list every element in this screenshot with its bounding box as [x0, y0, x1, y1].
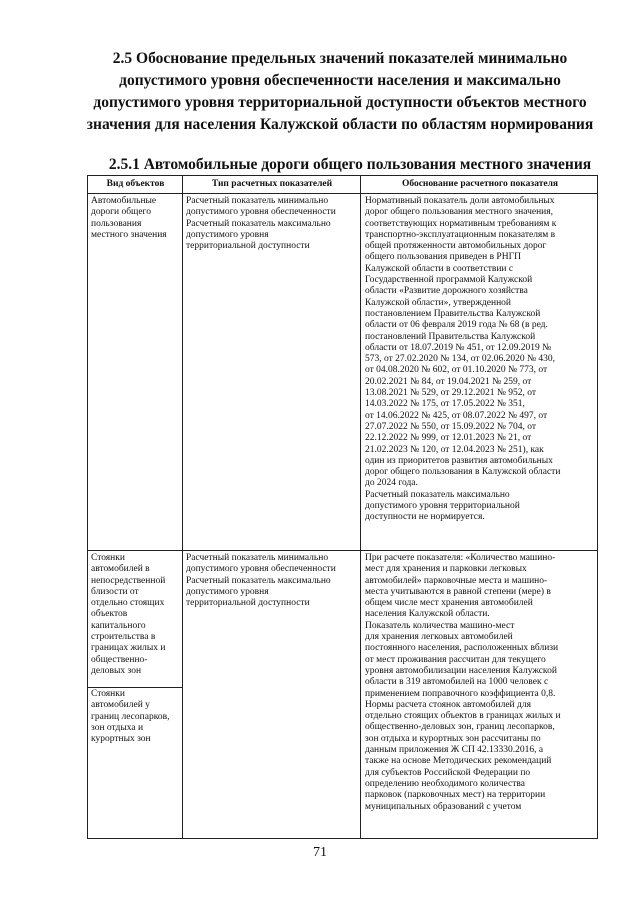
table-cell-indicator: Расчетный показатель минимально допустимого уровня обеспеченности Расчетный показатель максимально допустимого уровня территориальной доступности [186, 553, 336, 609]
table-cell-justification: При расчете показателя: «Количество машино- мест для хранения и парковки легковых автомобилей» парковочные места и машино- места учитываются в равной степени (мере) в общем числе мест хранения автомобилей населения Калужской области. Показатель количества машино-мест для хранения легковых автомобилей постоянного населения, расположенных вблизи от мест проживания рассчитан для текущего уровня автомобилизации населения Калужской области в 319 автомобилей на 1000 человек с применением поправочного коэффициента 0,8. Нормы расчета стоянок автомобилей для отдельно стоящих объектов в границах жилых и общественно-деловых зон, границ лесопарков, зон отдыха и курортных зон рассчитаны по данным приложения Ж СП 42.13330.2016, а также на основе Методических рекомендаций для субъектов Российской Федерации по определению необходимого количества парковок (парковочных мест) на территории муниципальных образований с учетом [365, 553, 561, 812]
subsection-title: 2.5.1 Автомобильные дороги общего пользования местного значения [108, 156, 592, 173]
row-divider [88, 550, 597, 551]
section-title: 2.5 Обоснование предельных значений показателей минимально допустимого уровня обеспеченности населения и максимально допустимого уровня территориальной доступности объектов местного значения для населения Калужской области по областям нормирования [86, 50, 594, 133]
table-cell-object: Стоянки автомобилей в непосредственной близости от отдельно стоящих объектов капитального строительства в границах жилых и общественно- деловых зон [91, 553, 166, 676]
column-header-object-type: Вид объектов [88, 176, 183, 194]
column-divider [182, 176, 183, 838]
table-cell-indicator: Расчетный показатель минимально допустимого уровня обеспеченности Расчетный показатель максимально допустимого уровня территориальной доступности [186, 196, 336, 252]
column-divider [360, 176, 361, 838]
page-number: 71 [313, 845, 327, 860]
column-header-justification: Обоснование расчетного показателя [361, 176, 598, 194]
table-cell-justification: Нормативный показатель доли автомобильных дорог общего пользования местного значения, соответствующих нормативным требованиям к транспортно-эксплуатационным показателям в общей протяженности автомобильных дорог общего пользования приведен в РНГП Калужской области в соответствии с Государственной программой Калужской области «Развитие дорожного хозяйства Калужской области», утвержденной постановлением Правительства Калужской области от 06 февраля 2019 года № 68 (в ред. постановлений Правительства Калужской области от 18.07.2019 № 451, от 12.09.2019 № 573, от 27.02.2020 № 134, от 02.06.2020 № 430, от 04.08.2020 № 602, от 01.10.2020 № 773, от 20.02.2021 № 84, от 19.04.2021 № 259, от 13.08.2021 № 529, от 29.12.2021 № 952, от 14.03.2022 № 175, от 17.05.2022 № 351, от 14.06.2022 № 425, от 08.07.2022 № 497, от 27.07.2022 № 550, от 15.09.2022 № 704, от 22.12.2022 № 999, от 12.01.2023 № 21, от 21.02.2023 № 120, от 12.04.2023 № 251), как один из приоритетов развития автомобильных дорог общего пользования в Калужской области до 2024 года. Расчетный показатель максимально допустимого уровня территориальной доступности не нормируется. [365, 196, 561, 523]
rating-table [87, 175, 598, 839]
table-cell-object: Автомобильные дороги общего пользования местного значения [91, 196, 167, 240]
column-header-indicator-type: Тип расчетных показателей [183, 176, 361, 194]
sub-row-divider [88, 687, 182, 688]
table-cell-object: Стоянки автомобилей у границ лесопарков, зон отдыха и курортных зон [91, 689, 170, 745]
